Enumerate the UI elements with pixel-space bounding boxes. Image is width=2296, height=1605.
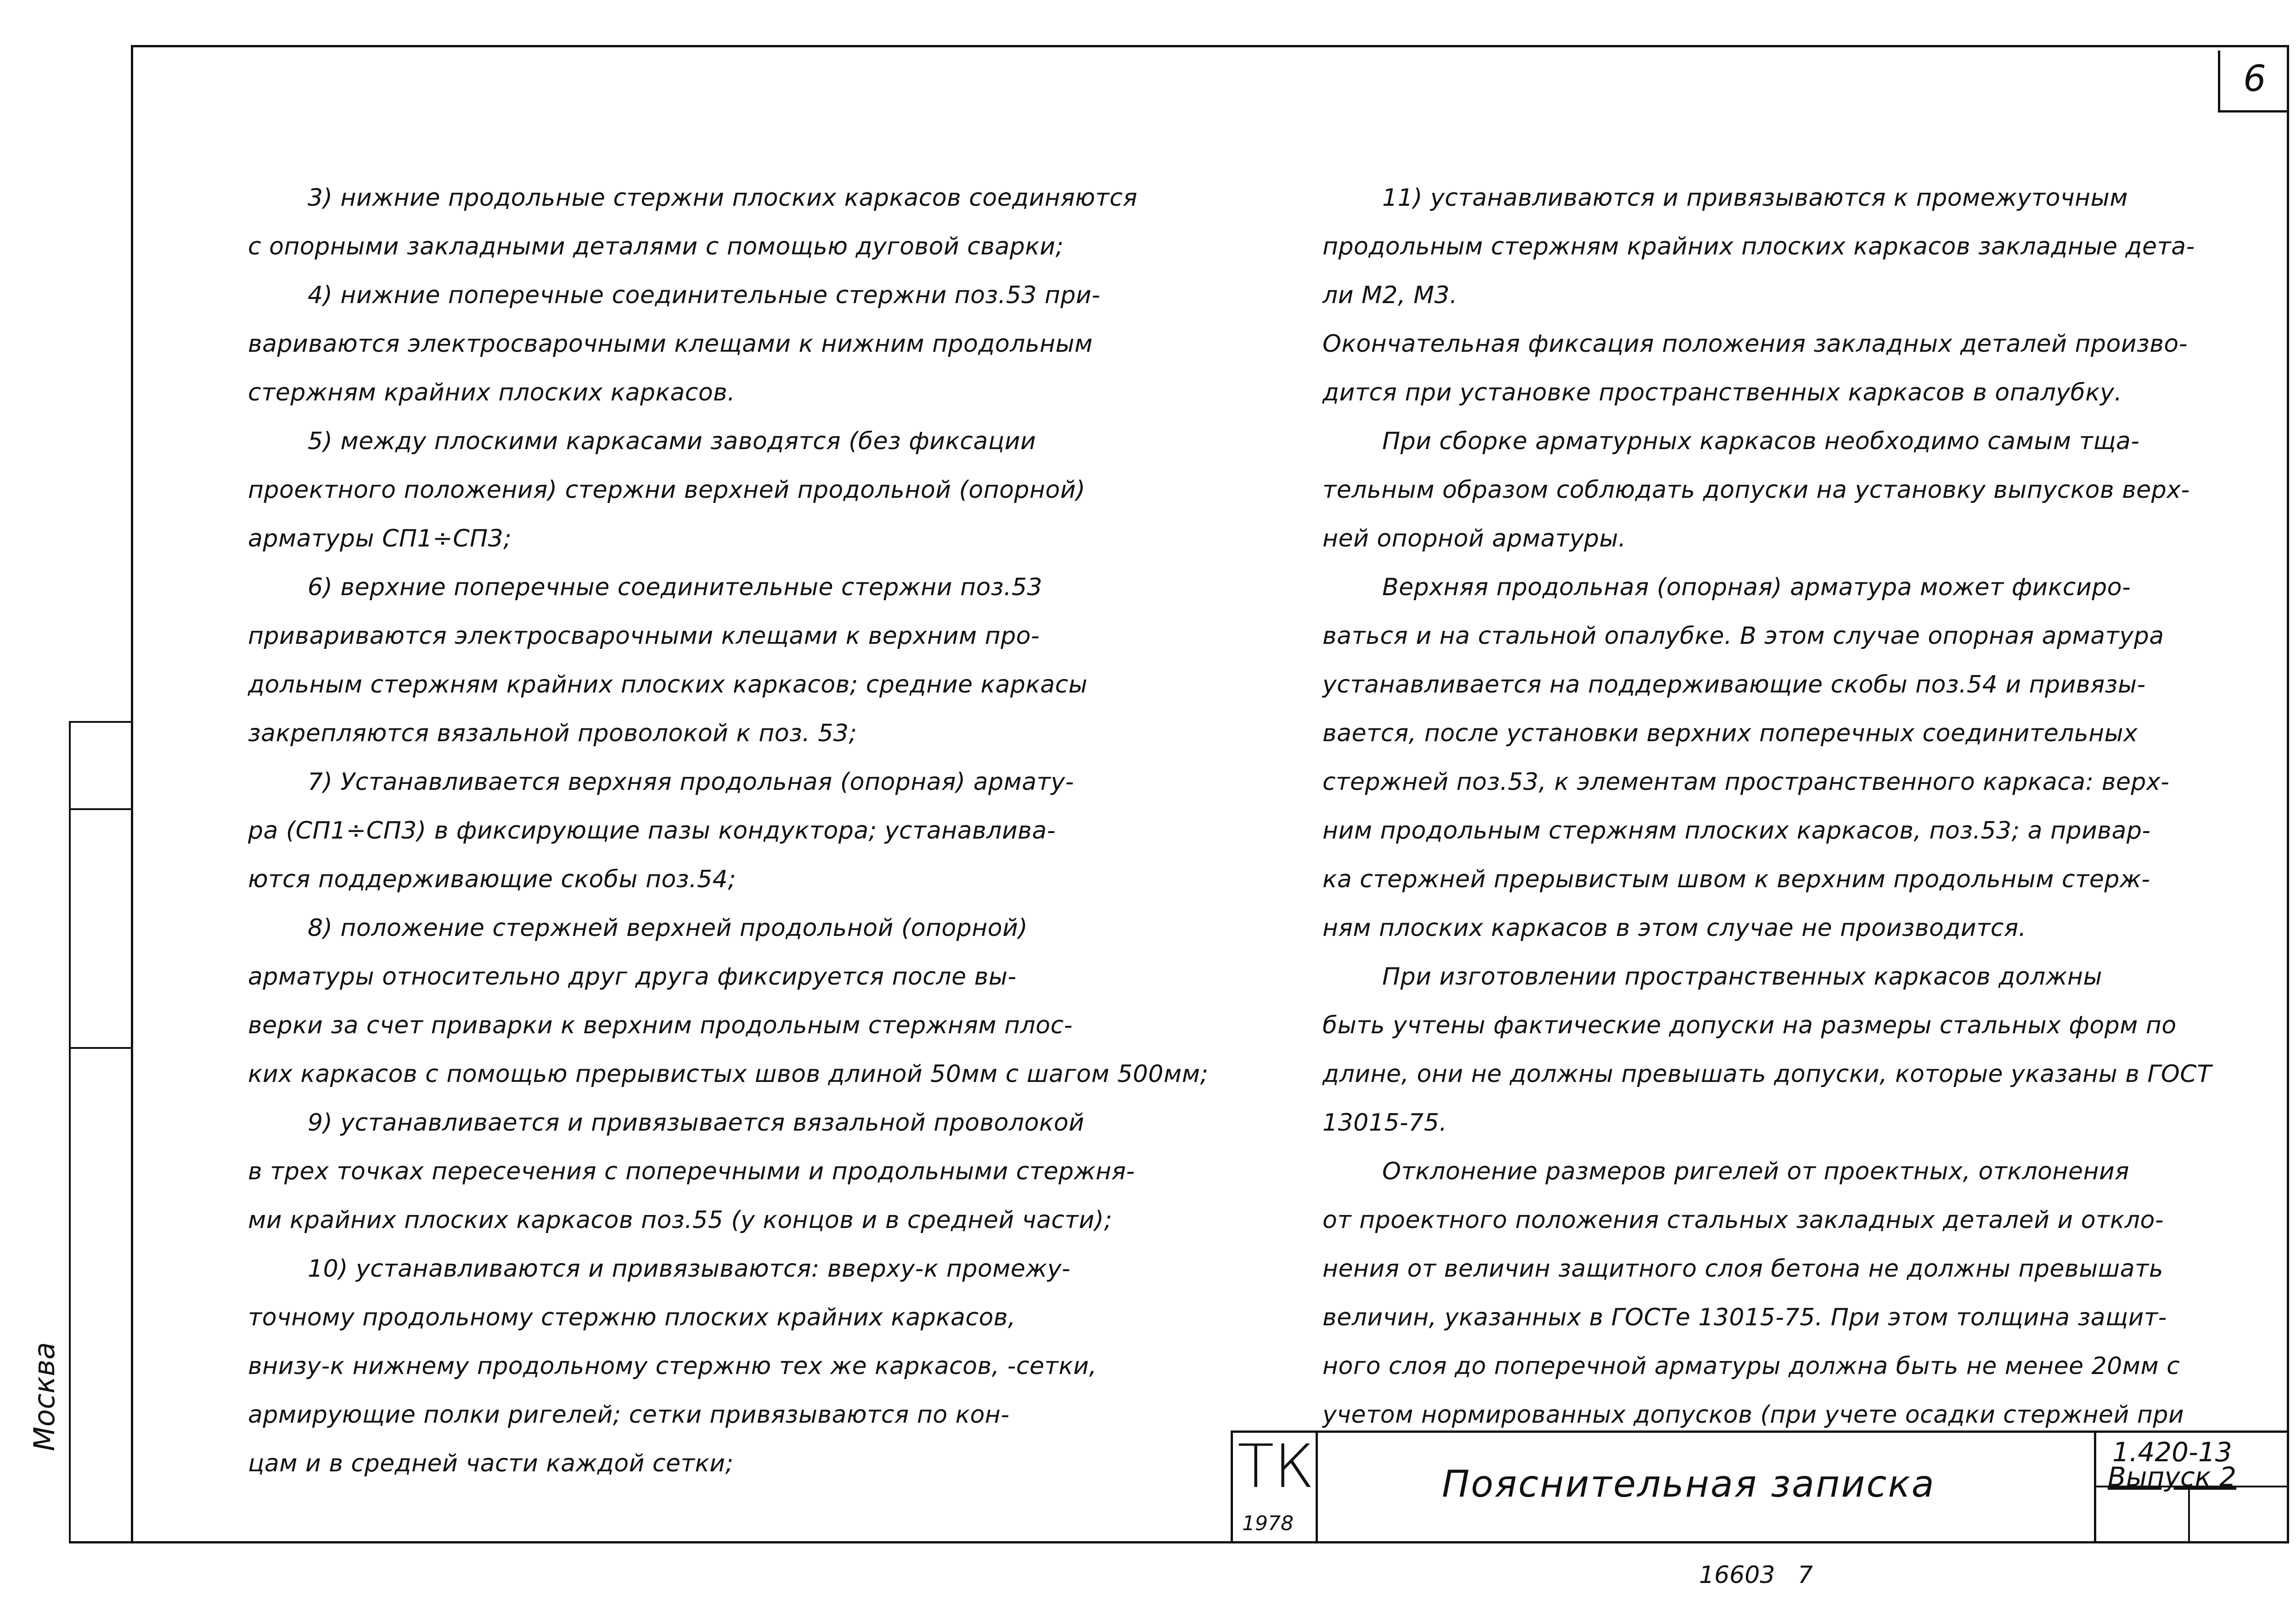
text-line: привариваются электросварочными клещами к верхним про- bbox=[248, 622, 1040, 650]
text-line: 3) нижние продольные стержни плоских каркасов соединяются bbox=[308, 184, 1138, 212]
text-line: 9) устанавливается и привязывается вязальной проволокой bbox=[308, 1109, 1085, 1137]
text-line: 8) положение стержней верхней продольной (опорной) bbox=[308, 914, 1028, 942]
text-line: в трех точках пересечения с поперечными и продольными стержня- bbox=[248, 1158, 1135, 1185]
text-line: арматуры относительно друг друга фиксируется после вы- bbox=[248, 963, 1017, 991]
text-line: тельным образом соблюдать допуски на установку выпусков верх- bbox=[1322, 476, 2190, 504]
text-line: Верхняя продольная (опорная) арматура может фиксиро- bbox=[1382, 574, 2131, 601]
text-line: Отклонение размеров ригелей от проектных, отклонения bbox=[1382, 1158, 2130, 1185]
text-line: 11) устанавливаются и привязываются к промежуточным bbox=[1382, 184, 2128, 212]
text-line: вается, после установки верхних поперечных соединительных bbox=[1322, 720, 2138, 747]
text-line: продольным стержням крайних плоских каркасов закладные дета- bbox=[1322, 233, 2195, 260]
left-text-column bbox=[248, 174, 1209, 1488]
frame-bottom bbox=[69, 1541, 2289, 1543]
document-issue: Выпуск 2 bbox=[2108, 1461, 2237, 1492]
text-line: арматуры СП1÷СП3; bbox=[248, 525, 512, 552]
text-line: ним продольным стержням плоских каркасов, поз.53; а привар- bbox=[1322, 817, 2151, 845]
text-line: проектного положения) стержни верхней продольной (опорной) bbox=[248, 476, 1086, 504]
page-number: 6 bbox=[2218, 51, 2289, 113]
frame-right bbox=[2287, 45, 2289, 1542]
text-line: ких каркасов с помощью прерывистых швов длиной 50мм с шагом 500мм; bbox=[248, 1060, 1209, 1088]
text-line: ням плоских каркасов в этом случае не производится. bbox=[1322, 914, 2026, 942]
text-line: 13015-75. bbox=[1322, 1109, 1447, 1137]
text-line: стержням крайних плоских каркасов. bbox=[248, 379, 736, 406]
text-line: дится при установке пространственных каркасов в опалубку. bbox=[1322, 379, 2122, 406]
title-block-divider-1 bbox=[1316, 1430, 1318, 1543]
margin-strip-tick-2 bbox=[69, 808, 131, 810]
document-title: Пояснительная записка bbox=[1442, 1463, 1936, 1505]
text-line: При сборке арматурных каркасов необходимо самым тща- bbox=[1382, 428, 2140, 455]
text-line: Окончательная фиксация положения закладных деталей произво- bbox=[1322, 330, 2188, 358]
text-line: быть учтены фактические допуски на размеры стальных форм по bbox=[1322, 1012, 2177, 1039]
text-line: 6) верхние поперечные соединительные стержни поз.53 bbox=[308, 574, 1043, 601]
title-block-top bbox=[1231, 1430, 2289, 1433]
margin-strip-tick-3 bbox=[69, 1047, 131, 1049]
text-line: 7) Устанавливается верхняя продольная (опорная) армату- bbox=[308, 768, 1074, 796]
title-block-divider-3 bbox=[2188, 1486, 2190, 1543]
footer-number: 16603 7 bbox=[1699, 1561, 1813, 1589]
text-line: нения от величин защитного слоя бетона не должны превышать bbox=[1322, 1255, 2164, 1283]
text-line: ли М2, М3. bbox=[1322, 282, 1458, 309]
text-line: внизу-к нижнему продольному стержню тех же каркасов, -сетки, bbox=[248, 1352, 1097, 1380]
document-code: 1.420-13 bbox=[2112, 1436, 2232, 1468]
text-line: армирующие полки ригелей; сетки привязываются по кон- bbox=[248, 1401, 1010, 1429]
text-line: величин, указанных в ГОСТе 13015-75. При этом толщина защит- bbox=[1322, 1304, 2167, 1331]
text-line: верки за счет приварки к верхним продольным стержням плос- bbox=[248, 1012, 1073, 1039]
text-line: цам и в средней части каждой сетки; bbox=[248, 1450, 734, 1477]
margin-strip-line bbox=[69, 721, 71, 1543]
text-line: длине, они не должны превышать допуски, которые указаны в ГОСТ bbox=[1322, 1060, 2212, 1088]
margin-label: Москва bbox=[28, 1342, 61, 1451]
text-line: учетом нормированных допусков (при учете осадки стержней при bbox=[1322, 1401, 2184, 1429]
text-line: ются поддерживающие скобы поз.54; bbox=[248, 866, 737, 893]
text-line: стержней поз.53, к элементам пространственного каркаса: верх- bbox=[1322, 768, 2170, 796]
text-line: 10) устанавливаются и привязываются: вверху-к промежу- bbox=[308, 1255, 1071, 1283]
text-line: от проектного положения стальных закладных деталей и откло- bbox=[1322, 1206, 2164, 1234]
text-line: вариваются электросварочными клещами к нижним продольным bbox=[248, 330, 1093, 358]
text-line: ного слоя до поперечной арматуры должна быть не менее 20мм с bbox=[1322, 1352, 2180, 1380]
text-line: ваться и на стальной опалубке. В этом случае опорная арматура bbox=[1322, 622, 2164, 650]
text-line: ней опорной арматуры. bbox=[1322, 525, 1626, 552]
text-line: ра (СП1÷СП3) в фиксирующие пазы кондуктора; устанавлива- bbox=[248, 817, 1056, 845]
logo-tk: ТК bbox=[1238, 1431, 1315, 1501]
title-block-left bbox=[1231, 1430, 1233, 1543]
frame-top bbox=[131, 45, 2289, 47]
text-line: устанавливается на поддерживающие скобы поз.54 и привязы- bbox=[1322, 671, 2146, 698]
margin-strip-tick-1 bbox=[69, 721, 131, 723]
text-line: 4) нижние поперечные соединительные стержни поз.53 при- bbox=[308, 282, 1101, 309]
text-line: закрепляются вязальной проволокой к поз. 53; bbox=[248, 720, 857, 747]
frame-left bbox=[131, 45, 133, 1542]
text-line: ми крайних плоских каркасов поз.55 (у концов и в средней части); bbox=[248, 1206, 1113, 1234]
text-line: с опорными закладными деталями с помощью дуговой сварки; bbox=[248, 233, 1064, 260]
right-text-column bbox=[1322, 174, 2241, 1439]
year-label: 1978 bbox=[1242, 1512, 1294, 1535]
text-line: точному продольному стержню плоских крайних каркасов, bbox=[248, 1304, 1016, 1331]
text-line: дольным стержням крайних плоских каркасов; средние каркасы bbox=[248, 671, 1088, 698]
text-line: ка стержней прерывистым швом к верхним продольным стерж- bbox=[1322, 866, 2150, 893]
text-line: При изготовлении пространственных каркасов должны bbox=[1382, 963, 2103, 991]
text-line: 5) между плоскими каркасами заводятся (без фиксации bbox=[308, 428, 1036, 455]
